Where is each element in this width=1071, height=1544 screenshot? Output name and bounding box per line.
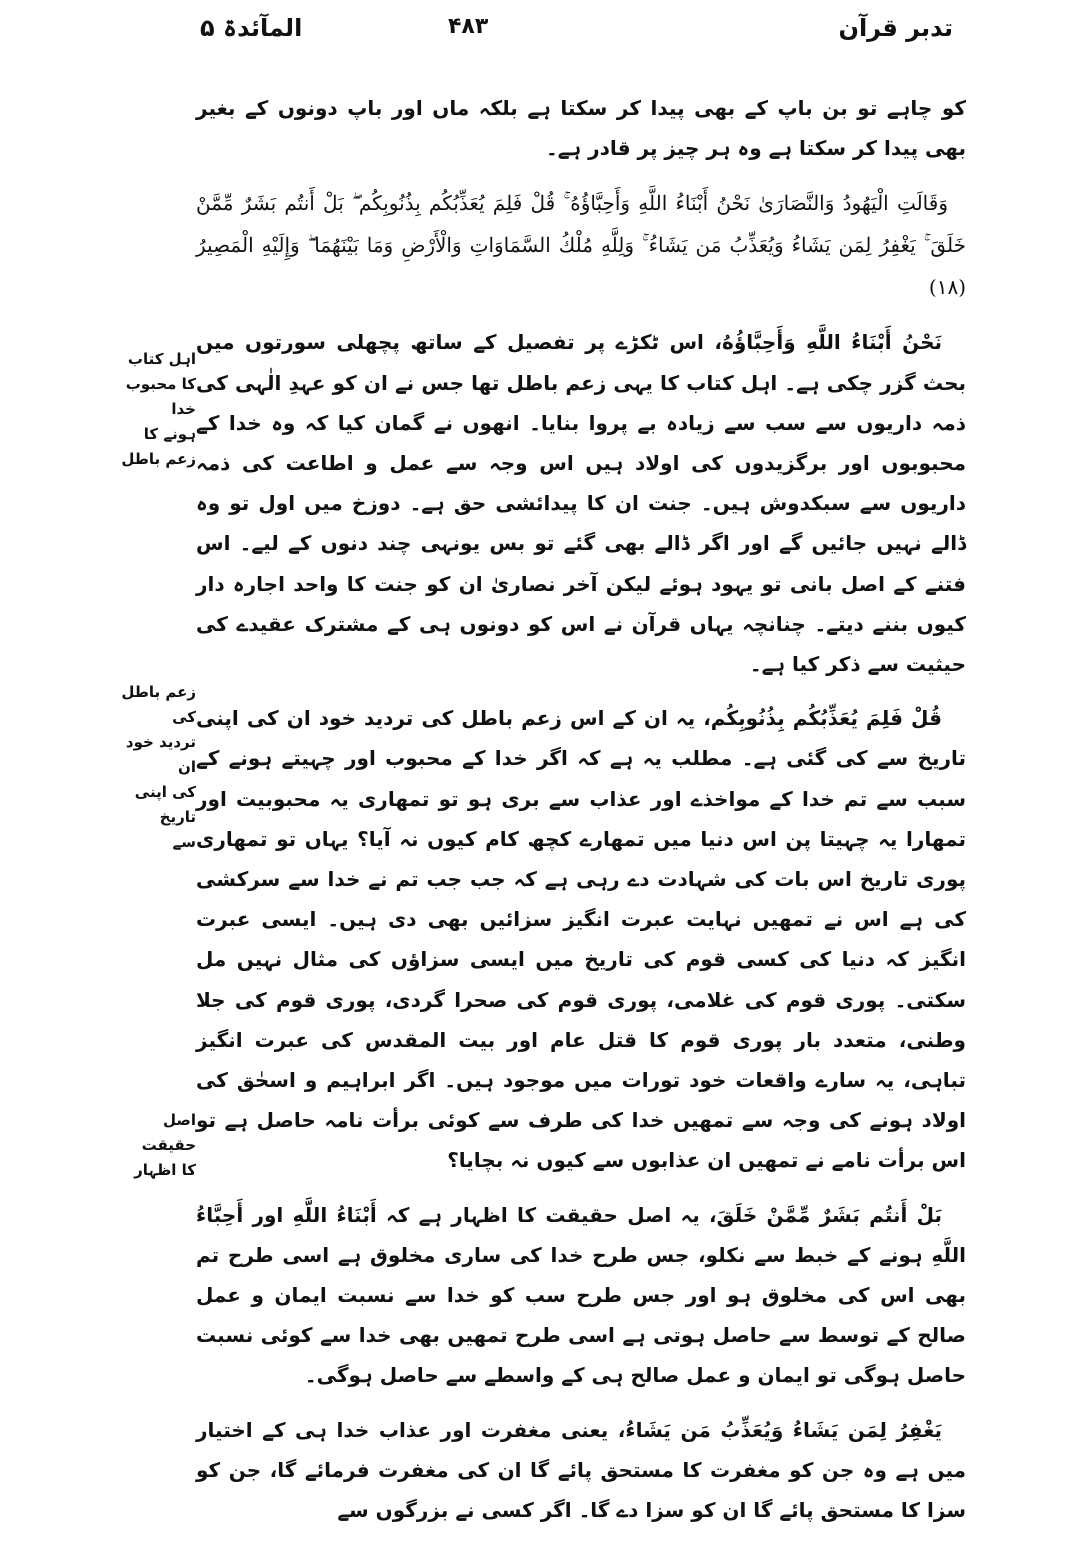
margin-note-line: ہونے کا: [143, 425, 196, 443]
margin-note-line: زعم باطل: [121, 450, 196, 468]
margin-note-line: کی اپنی تاریخ: [134, 783, 196, 826]
margin-note-line: تردید خود ان: [125, 733, 196, 776]
paragraph-3: قُلْ فَلِمَ يُعَذِّبُكُم بِذُنُوبِكُم، یہ ان کے اس زعم باطل کی تردید خود ان کی اپنی تاریخ سے کی گئی ہے۔ مطلب یہ ہے کہ اگر خدا کے محبوب اور چہیتے ہونے کے سبب سے تم خدا کے مواخذے اور عذاب سے بری ہو تو تمھاری یہ محبوبیت اور تمھارا یہ چہیتا پن اس دنیا میں تمھارے کچھ کام کیوں نہ آیا؟ یہاں تو تمھاری پوری تاریخ اس بات کی شہادت دے رہی ہے کہ جب جب تم نے خدا سے سرکشی کی ہے اس نے تمھیں نہایت عبرت انگیز سزائیں بھی دی ہیں۔ ایسی عبرت انگیز کہ دنیا کی کسی قوم کی تاریخ میں ایسی سزاؤں کی مثال نہیں مل سکتی۔ پوری قوم کی غلامی، پوری قوم کی صحرا گردی، پوری قوم کی جلا وطنی، متعدد بار پوری قوم کا قتل عام اور بیت المقدس کی عبرت انگیز تباہی، یہ سارے واقعات خود تورات میں موجود ہیں۔ اگر ابراہیم و اسحٰق کی اولاد ہونے کی وجہ سے تمھیں خدا کی طرف سے کوئی برأت نامہ حاصل ہے تو اس برأت نامے نے تمھیں ان عذابوں سے کیوں نہ بچایا؟: [196, 706, 966, 1173]
margin-note-line: اہل کتاب: [127, 350, 196, 368]
margin-note-3: [104, 1108, 196, 1183]
paragraph-2: نَحْنُ أَبْنَاءُ اللَّهِ وَأَحِبَّاؤُهُ، اس ٹکڑے پر تفصیل کے ساتھ پچھلی سورتوں میں بحث گزر چکی ہے۔ اہل کتاب کا یہی زعم باطل تھا جس نے ان کو عہدِ الٰہی کی ذمہ داریوں سے سب سے زیادہ بے پروا بنایا۔ انھوں نے گمان کیا کہ وہ خدا کے محبوبوں اور برگزیدوں کی اولاد ہیں اس وجہ سے عمل و اطاعت کی ذمہ داریوں سے سبکدوش ہیں۔ جنت ان کا پیدائشی حق ہے۔ دوزخ میں اول تو وہ ڈالے نہیں جائیں گے اور اگر ڈالے بھی گئے تو بس یونہی چند دنوں کے لیے۔ اس فتنے کے اصل بانی تو یہود ہوئے لیکن آخر نصاریٰ ان کو جنت کا واحد اجارہ دار کیوں بننے دیتے۔ چنانچہ یہاں قرآن نے اس کو دونوں ہی کے مشترک عقیدے کی حیثیت سے ذکر کیا ہے۔: [196, 330, 966, 677]
paragraph-5: يَغْفِرُ لِمَن يَشَاءُ وَيُعَذِّبُ مَن يَشَاءُ، یعنی مغفرت اور عذاب خدا ہی کے اختیار میں ہے وہ جن کو مغفرت کا مستحق پائے گا ان کی مغفرت فرمائے گا، جن کو سزا کا مستحق پائے گا ان کو سزا دے گا۔ اگر کسی نے بزرگوں سے: [196, 1417, 966, 1523]
margin-note-line: کا اظہار: [134, 1161, 196, 1179]
margin-note-1: [104, 347, 196, 472]
surah-name: المآئدۃ ۵: [200, 14, 303, 42]
page-number: ۴۸۳: [448, 14, 489, 39]
paragraph-4: بَلْ أَنتُم بَشَرٌ مِّمَّنْ خَلَقَ، یہ اصل حقیقت کا اظہار ہے کہ أَبْنَاءُ اللَّهِ اور أَحِبَّاءُ اللَّهِ ہونے کے خبط سے نکلو، جس طرح خدا کی ساری مخلوق ہے اسی طرح تم بھی اس کی مخلوق ہو اور جس طرح سب کو خدا سے نسبت ایمان و عمل صالح کے توسط سے حاصل ہوتی ہے اسی طرح تمھیں بھی خدا سے کوئی نسبت حاصل ہوگی تو ایمان و عمل صالح ہی کے واسطے سے حاصل ہوگی۔: [196, 1202, 966, 1388]
body-text: [196, 88, 966, 1544]
margin-note-line: سے: [172, 833, 196, 851]
margin-note-line: زعم باطل کی: [121, 683, 196, 726]
book-title: تدبر قرآن: [838, 14, 953, 42]
quran-verse-18: وَقَالَتِ الْيَهُودُ وَالنَّصَارَىٰ نَحْنُ أَبْنَاءُ اللَّهِ وَأَحِبَّاؤُهُ ۚ قُلْ فَلِمَ يُعَذِّبُكُم بِذُنُوبِكُم ۖ بَلْ أَنتُم بَشَرٌ مِّمَّنْ خَلَقَ ۚ يَغْفِرُ لِمَن يَشَاءُ وَيُعَذِّبُ مَن يَشَاءُ ۚ وَلِلَّهِ مُلْكُ السَّمَاوَاتِ وَالْأَرْضِ وَمَا بَيْنَهُمَا ۖ وَإِلَيْهِ الْمَصِيرُ (۱۸): [196, 191, 966, 300]
paragraph-1: کو چاہے تو بن باپ کے بھی پیدا کر سکتا ہے بلکہ ماں اور باپ دونوں کے بغیر بھی پیدا کر سکتا ہے وہ ہر چیز پر قادر ہے۔: [196, 96, 966, 161]
margin-note-line: اصل حقیقت: [141, 1111, 196, 1154]
margin-note-2: [104, 680, 196, 855]
margin-note-line: کا محبوب خدا: [125, 375, 196, 418]
